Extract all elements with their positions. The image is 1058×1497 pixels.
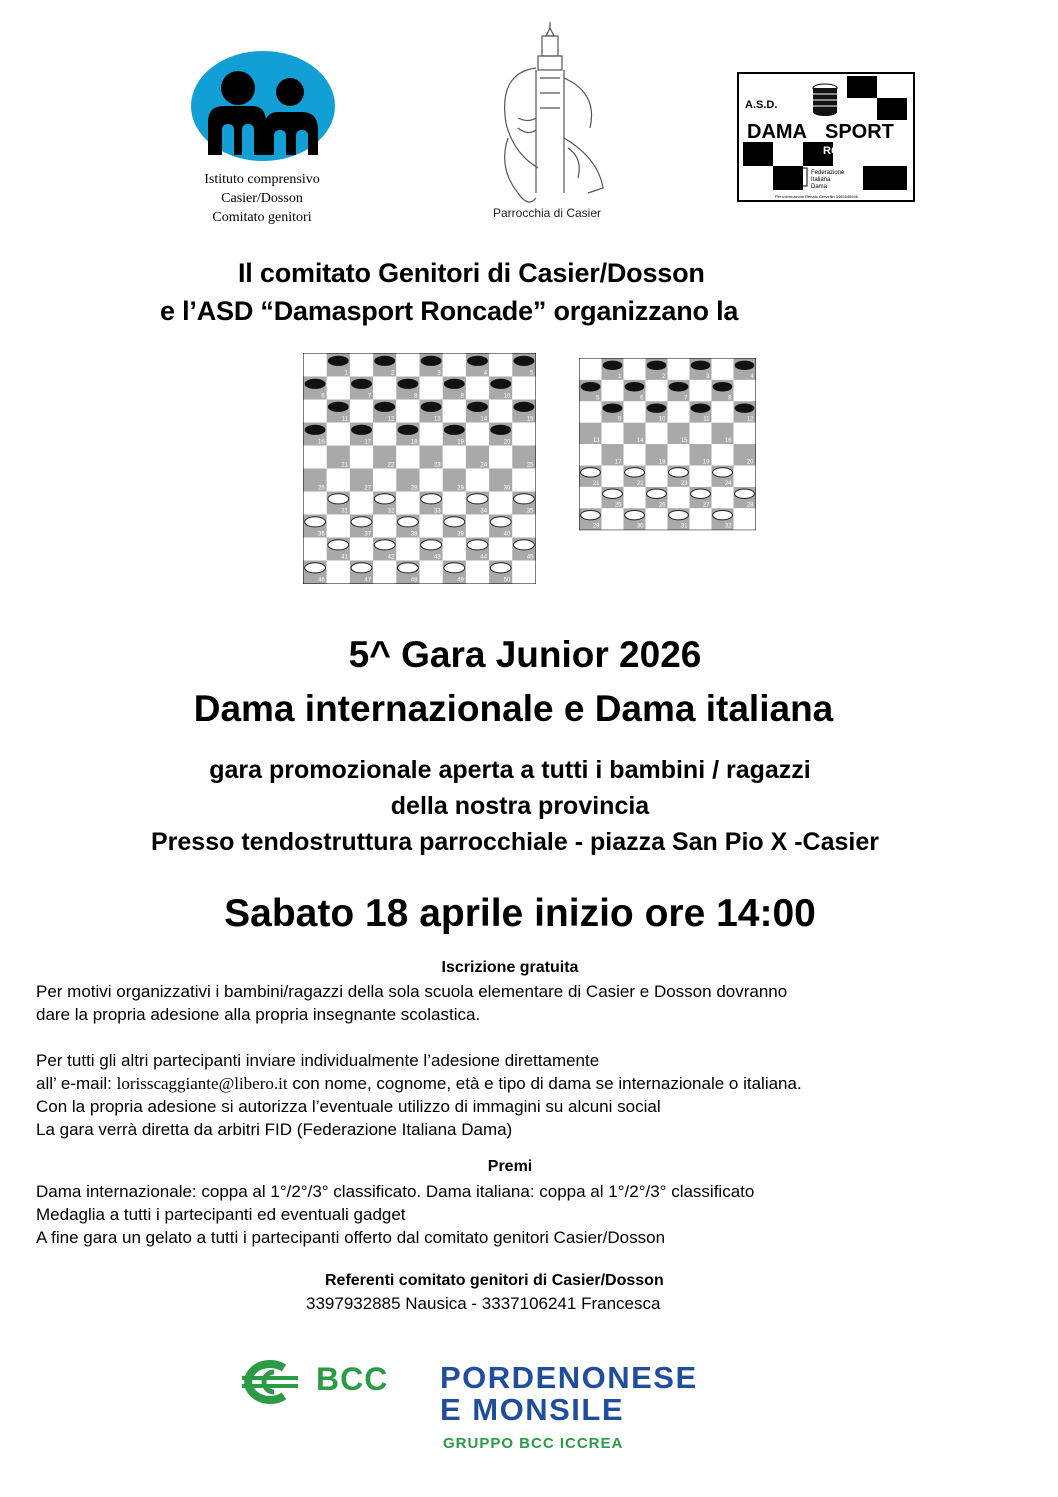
square-number: 41: [341, 554, 348, 561]
black-piece: [421, 402, 442, 412]
square-number: 31: [341, 508, 348, 515]
square-number: 43: [434, 554, 441, 561]
light-square: [466, 515, 489, 538]
contacts-heading: Referenti comitato genitori di Casier/Dosson: [325, 1272, 664, 1289]
registration-line-4: La gara verrà diretta da arbitri FID (Federazione Italiana Dama): [36, 1120, 513, 1139]
square-number: 39: [457, 531, 464, 538]
light-square: [373, 423, 396, 446]
black-piece: [669, 382, 689, 391]
international-draughts-board: [303, 353, 537, 587]
light-square: [602, 466, 624, 487]
light-square: [327, 469, 350, 492]
square-number: 15: [680, 438, 688, 445]
registration-line-1b: dare la propria adesione alla propria insegnante scolastica.: [36, 1005, 481, 1024]
sponsor-bcc: BCC: [316, 1361, 389, 1397]
club-fed1-text: Federazione: [811, 170, 845, 176]
white-piece: [581, 468, 601, 477]
light-square: [327, 377, 350, 400]
email-link[interactable]: lorisscaggiante@libero.it: [116, 1074, 288, 1093]
school-logo-line3: Comitato genitori: [212, 210, 312, 225]
light-square: [396, 538, 419, 561]
white-piece: [735, 489, 755, 498]
black-piece: [490, 379, 511, 389]
bcc-logo-icon: [234, 1358, 306, 1406]
black-piece: [713, 382, 733, 391]
white-piece: [669, 468, 689, 477]
square-number: 28: [746, 502, 754, 509]
square-number: 22: [387, 462, 395, 469]
black-piece: [374, 402, 395, 412]
square-number: 8: [728, 395, 732, 402]
light-square: [350, 492, 373, 515]
light-square: [668, 401, 690, 422]
light-square: [712, 444, 734, 465]
black-piece: [351, 379, 372, 389]
black-piece: [305, 425, 326, 435]
square-number: 45: [526, 554, 534, 561]
light-square: [489, 492, 512, 515]
black-piece: [691, 403, 711, 412]
square-number: 4: [750, 373, 754, 380]
prizes-heading: Premi: [487, 1158, 533, 1175]
white-piece: [421, 494, 442, 504]
light-square: [602, 508, 624, 529]
event-location: Presso tendostruttura parrocchiale - piazza San Pio X -Casier: [151, 828, 879, 856]
club-fed3-text: Dama: [811, 184, 828, 190]
white-piece: [513, 540, 534, 550]
black-piece: [397, 425, 418, 435]
black-piece: [603, 361, 623, 370]
light-square: [420, 515, 443, 538]
white-piece: [421, 540, 442, 550]
white-piece: [490, 563, 511, 573]
school-logo-line2: Casier/Dosson: [221, 191, 303, 206]
square-number: 34: [480, 508, 488, 515]
event-title: 5^ Gara Junior 2026: [348, 634, 702, 675]
square-number: 37: [364, 531, 372, 538]
black-piece: [490, 425, 511, 435]
club-fed2-text: Italiana: [811, 177, 831, 183]
event-description-2: della nostra provincia: [390, 792, 650, 820]
square-number: 24: [480, 462, 488, 469]
white-piece: [305, 517, 326, 527]
light-square: [690, 380, 712, 401]
white-piece: [603, 489, 623, 498]
light-square: [512, 423, 535, 446]
square-number: 19: [702, 459, 710, 466]
light-square: [580, 401, 602, 422]
black-piece: [603, 403, 623, 412]
black-piece: [735, 403, 755, 412]
white-piece: [713, 510, 733, 519]
square-number: 38: [410, 531, 418, 538]
square-number: 6: [321, 393, 325, 400]
black-piece: [351, 425, 372, 435]
light-square: [624, 444, 646, 465]
white-piece: [713, 468, 733, 477]
email-rest: con nome, cognome, età e tipo di dama se internazionale o italiana.: [287, 1074, 802, 1093]
white-piece: [490, 517, 511, 527]
light-square: [443, 354, 466, 377]
square-number: 18: [410, 439, 418, 446]
square-number: 35: [526, 508, 534, 515]
event-date: Sabato 18 aprile inizio ore 14:00: [224, 892, 816, 935]
club-dama-text: DAMA: [747, 121, 807, 143]
square-number: 46: [318, 577, 325, 584]
square-number: 16: [318, 439, 325, 446]
square-number: 44: [480, 554, 488, 561]
black-piece: [421, 356, 442, 366]
square-number: 29: [457, 485, 464, 492]
light-square: [466, 469, 489, 492]
light-square: [466, 561, 489, 584]
light-square: [602, 380, 624, 401]
light-square: [512, 515, 535, 538]
registration-heading: Iscrizione gratuita: [441, 959, 579, 976]
white-piece: [691, 489, 711, 498]
registration-line-2b: [36, 1072, 1036, 1095]
white-piece: [305, 563, 326, 573]
event-subtitle: Dama internazionale e Dama italiana: [193, 688, 834, 729]
black-piece: [581, 382, 601, 391]
light-square: [668, 487, 690, 508]
light-square: [466, 377, 489, 400]
light-square: [420, 561, 443, 584]
light-square: [443, 400, 466, 423]
white-piece: [625, 468, 645, 477]
club-sport-text: SPORT: [825, 121, 894, 143]
square-number: 6: [640, 395, 644, 402]
italian-board-squares: [580, 359, 756, 530]
light-square: [690, 423, 712, 444]
square-number: 32: [724, 523, 732, 530]
sponsor-group: GRUPPO BCC ICCREA: [443, 1435, 624, 1452]
italian-draughts-board: [579, 358, 759, 532]
square-number: 10: [503, 393, 511, 400]
light-square: [350, 538, 373, 561]
sponsor-name-2: E MONSILE: [440, 1392, 625, 1427]
square-number: 14: [480, 416, 488, 423]
light-square: [580, 359, 602, 380]
black-piece: [625, 382, 645, 391]
light-square: [373, 469, 396, 492]
light-square: [373, 377, 396, 400]
light-square: [420, 469, 443, 492]
black-piece: [328, 356, 349, 366]
light-square: [512, 377, 535, 400]
light-square: [734, 380, 756, 401]
light-square: [734, 466, 756, 487]
square-number: 8: [414, 393, 418, 400]
square-number: 13: [592, 438, 600, 445]
square-number: 18: [658, 459, 666, 466]
square-number: 4: [483, 370, 488, 377]
square-number: 5: [530, 370, 534, 377]
registration-line-3: Con la propria adesione si autorizza l’eventuale utilizzo di immagini su alcuni social: [36, 1097, 661, 1116]
light-square: [304, 400, 327, 423]
light-square: [712, 401, 734, 422]
square-number: 20: [503, 439, 511, 446]
square-number: 5: [596, 395, 600, 402]
square-number: 25: [526, 462, 534, 469]
light-square: [396, 400, 419, 423]
white-piece: [328, 494, 349, 504]
black-piece: [328, 402, 349, 412]
light-square: [668, 444, 690, 465]
square-number: 24: [724, 480, 732, 487]
square-number: 11: [341, 416, 348, 423]
square-number: 33: [434, 508, 441, 515]
light-square: [373, 515, 396, 538]
square-number: 26: [318, 485, 325, 492]
light-square: [489, 354, 512, 377]
square-number: 22: [636, 480, 644, 487]
parish-logo: [478, 18, 628, 228]
white-piece: [374, 494, 395, 504]
international-board-squares: [304, 354, 536, 584]
square-number: 12: [746, 416, 754, 423]
black-piece: [467, 356, 488, 366]
black-piece: [444, 379, 465, 389]
light-square: [304, 492, 327, 515]
white-piece: [581, 510, 601, 519]
white-piece: [397, 563, 418, 573]
light-square: [420, 423, 443, 446]
light-square: [646, 466, 668, 487]
intro-line-2: e l’ASD “Damasport Roncade” organizzano la: [160, 296, 739, 326]
white-piece: [374, 540, 395, 550]
light-square: [512, 561, 535, 584]
square-number: 42: [387, 554, 395, 561]
white-piece: [467, 540, 488, 550]
square-number: 30: [636, 523, 644, 530]
square-number: 19: [457, 439, 464, 446]
light-square: [734, 508, 756, 529]
light-square: [646, 508, 668, 529]
square-number: 26: [658, 502, 666, 509]
light-square: [304, 354, 327, 377]
club-roncade-text: RONCADE: [823, 145, 879, 157]
square-number: 29: [592, 523, 600, 530]
square-number: 25: [614, 502, 622, 509]
light-square: [690, 466, 712, 487]
contacts-phones: 3397932885 Nausica - 3337106241 Francesca: [306, 1294, 661, 1313]
registration-line-1a: Per motivi organizzativi i bambini/ragazzi della sola scuola elementare di Casier e Dosson dovranno: [36, 982, 788, 1001]
school-logo-caption: [172, 170, 352, 227]
light-square: [443, 446, 466, 469]
square-number: 23: [680, 480, 688, 487]
square-number: 9: [618, 416, 622, 423]
light-square: [304, 446, 327, 469]
light-square: [443, 538, 466, 561]
email-label: all’ e-mail:: [36, 1074, 117, 1093]
square-number: 17: [364, 439, 372, 446]
light-square: [489, 400, 512, 423]
light-square: [646, 380, 668, 401]
white-piece: [444, 563, 465, 573]
square-number: 32: [387, 508, 395, 515]
black-piece: [374, 356, 395, 366]
club-info-text: Per informazioni Renato Cervellin 3465545946: [775, 194, 858, 199]
light-square: [489, 446, 512, 469]
square-number: 36: [318, 531, 325, 538]
registration-line-2a: Per tutti gli altri partecipanti inviare individualmente l’adesione direttamente: [36, 1051, 600, 1070]
square-number: 21: [592, 480, 600, 487]
black-piece: [444, 425, 465, 435]
light-square: [350, 354, 373, 377]
light-square: [373, 561, 396, 584]
square-number: 28: [410, 485, 418, 492]
square-number: 2: [662, 373, 666, 380]
light-square: [304, 538, 327, 561]
club-asd-text: A.S.D.: [745, 99, 778, 111]
sponsor-name: [440, 1362, 698, 1426]
white-piece: [351, 517, 372, 527]
light-square: [396, 492, 419, 515]
prizes-line-1: Dama internazionale: coppa al 1°/2°/3° classificato. Dama italiana: coppa al 1°/2°/3° classificato: [36, 1182, 755, 1201]
light-square: [327, 515, 350, 538]
prizes-line-2: Medaglia a tutti i partecipanti ed eventuali gadget: [36, 1205, 406, 1224]
black-piece: [647, 403, 667, 412]
light-square: [580, 444, 602, 465]
light-square: [580, 487, 602, 508]
white-piece: [647, 489, 667, 498]
white-piece: [351, 563, 372, 573]
light-square: [624, 487, 646, 508]
light-square: [350, 400, 373, 423]
square-number: 17: [614, 459, 622, 466]
square-number: 1: [618, 373, 622, 380]
event-description-1: gara promozionale aperta a tutti i bambini / ragazzi: [209, 756, 811, 784]
square-number: 27: [364, 485, 372, 492]
light-square: [734, 423, 756, 444]
light-square: [489, 538, 512, 561]
square-number: 31: [680, 523, 688, 530]
light-square: [396, 446, 419, 469]
square-number: 3: [437, 370, 441, 377]
damasport-logo-art: [739, 74, 913, 200]
light-square: [396, 354, 419, 377]
square-number: 1: [344, 370, 348, 377]
light-square: [350, 446, 373, 469]
black-piece: [691, 361, 711, 370]
square-number: 2: [390, 370, 395, 377]
square-number: 10: [658, 416, 666, 423]
square-number: 27: [702, 502, 710, 509]
light-square: [646, 423, 668, 444]
black-piece: [647, 361, 667, 370]
square-number: 16: [724, 438, 732, 445]
white-piece: [625, 510, 645, 519]
black-piece: [513, 402, 534, 412]
square-number: 3: [706, 373, 710, 380]
square-number: 15: [526, 416, 534, 423]
square-number: 21: [341, 462, 348, 469]
square-number: 30: [503, 485, 511, 492]
light-square: [668, 359, 690, 380]
registration-body: [36, 980, 1036, 1141]
light-square: [690, 508, 712, 529]
black-piece: [397, 379, 418, 389]
light-square: [712, 487, 734, 508]
light-square: [327, 561, 350, 584]
square-number: 7: [684, 395, 688, 402]
school-logo-line1: Istituto comprensivo: [204, 172, 320, 187]
square-number: 12: [387, 416, 395, 423]
white-piece: [397, 517, 418, 527]
light-square: [602, 423, 624, 444]
square-number: 13: [434, 416, 441, 423]
light-square: [624, 401, 646, 422]
parish-logo-caption: Parrocchia di Casier: [492, 206, 602, 220]
square-number: 40: [503, 531, 511, 538]
square-number: 23: [434, 462, 441, 469]
light-square: [624, 359, 646, 380]
white-piece: [444, 517, 465, 527]
white-piece: [513, 494, 534, 504]
light-square: [466, 423, 489, 446]
light-square: [443, 492, 466, 515]
square-number: 50: [503, 577, 511, 584]
black-piece: [735, 361, 755, 370]
square-number: 49: [457, 577, 464, 584]
square-number: 11: [703, 416, 710, 423]
light-square: [512, 469, 535, 492]
damasport-logo: [737, 72, 915, 202]
white-piece: [467, 494, 488, 504]
square-number: 20: [746, 459, 754, 466]
white-piece: [669, 510, 689, 519]
prizes-line-3: A fine gara un gelato a tutti i partecipanti offerto dal comitato genitori Casier/Dosson: [36, 1228, 666, 1247]
white-piece: [328, 540, 349, 550]
light-square: [420, 377, 443, 400]
square-number: 7: [367, 393, 372, 400]
square-number: 14: [636, 438, 644, 445]
square-number: 48: [410, 577, 418, 584]
light-square: [327, 423, 350, 446]
black-piece: [305, 379, 326, 389]
prizes-body: [36, 1180, 1036, 1249]
black-piece: [513, 356, 534, 366]
sponsor-name-1: PORDENONESE: [440, 1360, 698, 1395]
square-number: 9: [460, 393, 464, 400]
black-piece: [467, 402, 488, 412]
square-number: 47: [364, 577, 372, 584]
light-square: [712, 359, 734, 380]
intro-line-1: Il comitato Genitori di Casier/Dosson: [238, 258, 705, 288]
